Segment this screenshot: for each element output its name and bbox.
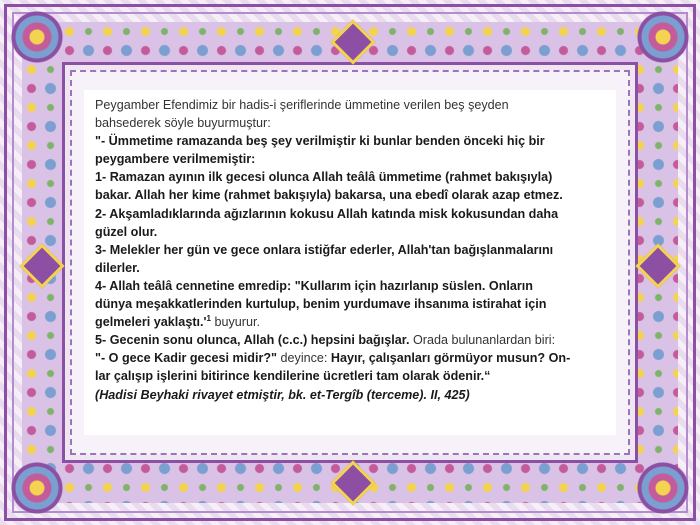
corner-flower-icon (8, 8, 66, 66)
source-citation: (Hadisi Beyhaki rivayet etmiştir, bk. et-Tergîb (terceme). II, 425) (95, 387, 470, 402)
intro-line: Peygamber Efendimiz bir hadis-i şeriflerinde ümmetine verilen beş şeyden (95, 98, 509, 112)
hadith-line (95, 349, 607, 367)
hadith-line: bakar. Allah her kime (rahmet bakışıyla) bakarsa, una ebedî olarak azap etmez. (95, 188, 563, 203)
footnote-marker: 1 (206, 313, 211, 323)
hadith-line: dilerler. (95, 260, 140, 275)
hadith-line: 3- Melekler her gün ve gece onlara istiğfar ederler, Allah'tan bağışlanmalarını (95, 242, 554, 257)
hadith-line: 2- Akşamladıklarında ağızlarının kokusu Allah katında misk kokusundan daha (95, 206, 559, 221)
hadith-text-panel (84, 90, 616, 435)
hadith-segment: 5- Gecenin sonu olunca, Allah (c.c.) hepsini bağışlar. (95, 333, 410, 348)
corner-flower-icon (8, 459, 66, 517)
hadith-segment: gelmeleri yaklaştı.' (95, 315, 207, 330)
corner-flower-icon (634, 459, 692, 517)
hadith-line: 1- Ramazan ayının ilk gecesi olunca Allah teâlâ ümmetime (rahmet bakışıyla) (95, 170, 553, 185)
hadith-line (95, 313, 607, 331)
hadith-segment: Orada bulunanlardan biri: (409, 333, 556, 348)
hadith-line: lar çalışıp işlerini bitirince kendilerine ücretleri tam olarak ödenir.“ (95, 369, 491, 384)
hadith-segment: buyurur. (210, 315, 260, 330)
hadith-line: peygambere verilmemiştir: (95, 152, 256, 167)
hadith-line: dünya meşakkatlerinden kurtulup, benim yurdumave ihsanıma istirahat için (95, 297, 547, 312)
hadith-line: güzel olur. (95, 224, 158, 239)
hadith-segment: Hayır, çalışanları görmüyor musun? On- (327, 351, 571, 366)
hadith-line (95, 331, 607, 349)
intro-line: bahsederek söyle buyurmuştur: (95, 116, 271, 131)
corner-flower-icon (634, 8, 692, 66)
hadith-line: "- Ümmetime ramazanda beş şey verilmiştir ki bunlar benden önceki hiç bir (95, 134, 545, 149)
hadith-segment: deyince: (277, 351, 328, 366)
hadith-segment: "- O gece Kadir gecesi midir?" (95, 351, 278, 366)
hadith-line: 4- Allah teâlâ cennetine emredip: "Kullarım için hazırlanıp süslen. Onların (95, 278, 534, 293)
